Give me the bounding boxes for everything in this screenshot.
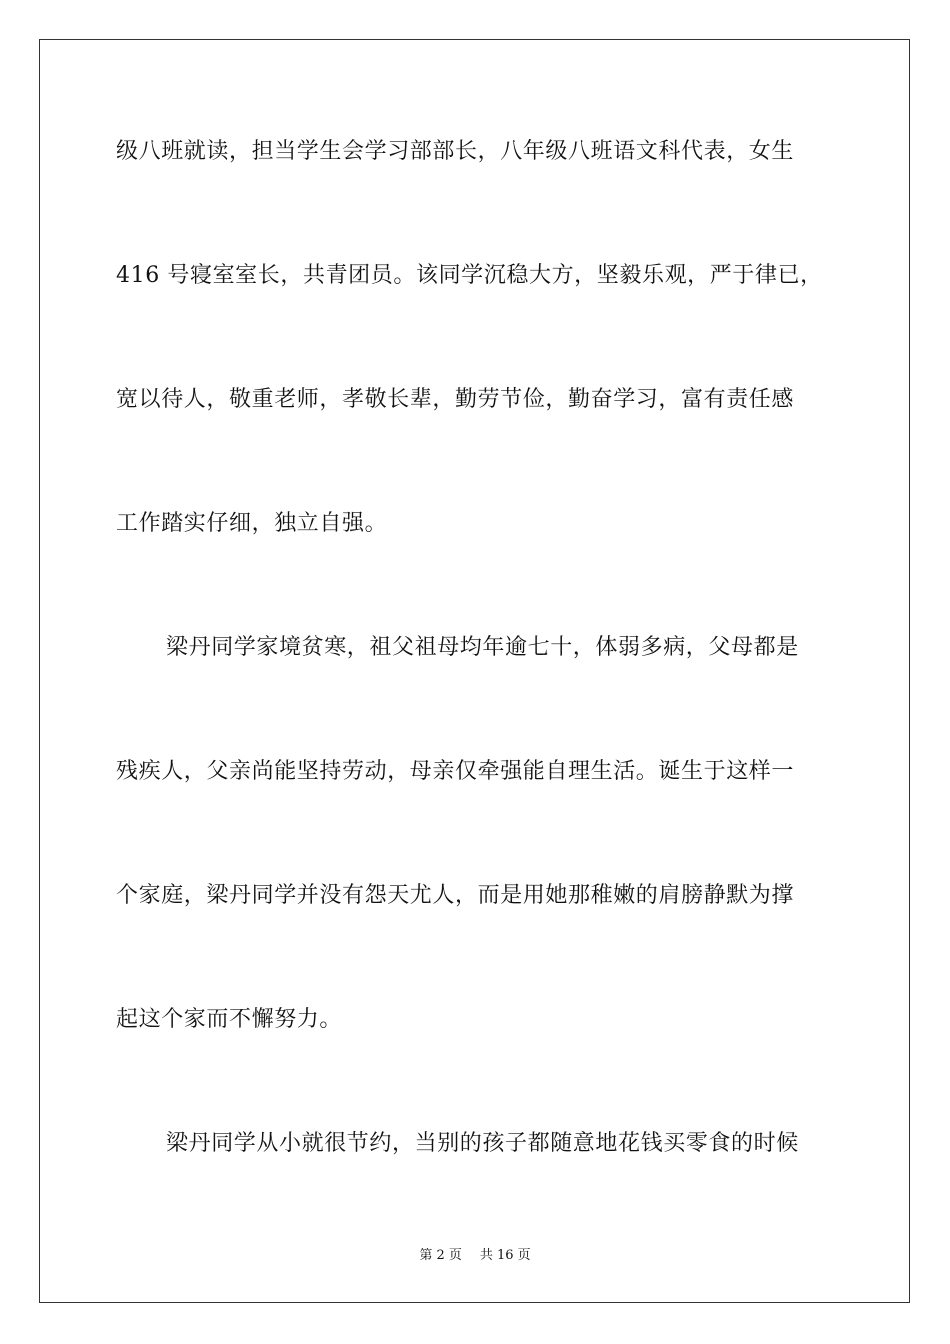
text-line-7: 个家庭，梁丹同学并没有怨天尤人，而是用她那稚嫩的肩膀静默为撑 (116, 883, 795, 908)
page-number-total: 共 16 页 (479, 1248, 531, 1263)
paragraph-3-first-line: 梁丹同学从小就很节约，当别的孩子都随意地花钱买零食的时候 (166, 1131, 799, 1156)
page-number-current: 第 2 页 (419, 1248, 462, 1263)
text-line-3: 宽以待人，敬重老师，孝敬长辈，勤劳节俭，勤奋学习，富有责任感 (116, 387, 795, 412)
text-line-6: 残疾人，父亲尚能坚持劳动，母亲仅牵强能自理生活。诞生于这样一 (116, 759, 795, 784)
text-line-8: 起这个家而不懈努力。 (116, 1007, 343, 1032)
page-border (39, 39, 910, 1303)
page-footer (0, 1247, 950, 1265)
text-line-4: 工作踏实仔细，独立自强。 (116, 511, 388, 536)
paragraph-2-first-line: 梁丹同学家境贫寒，祖父祖母均年逾七十，体弱多病，父母都是 (166, 635, 799, 660)
text-line-1: 级八班就读，担当学生会学习部部长，八年级八班语文科代表，女生 (116, 139, 795, 164)
text-line-2: 416 号寝室室长，共青团员。该同学沉稳大方，坚毅乐观，严于律已， (116, 263, 823, 288)
